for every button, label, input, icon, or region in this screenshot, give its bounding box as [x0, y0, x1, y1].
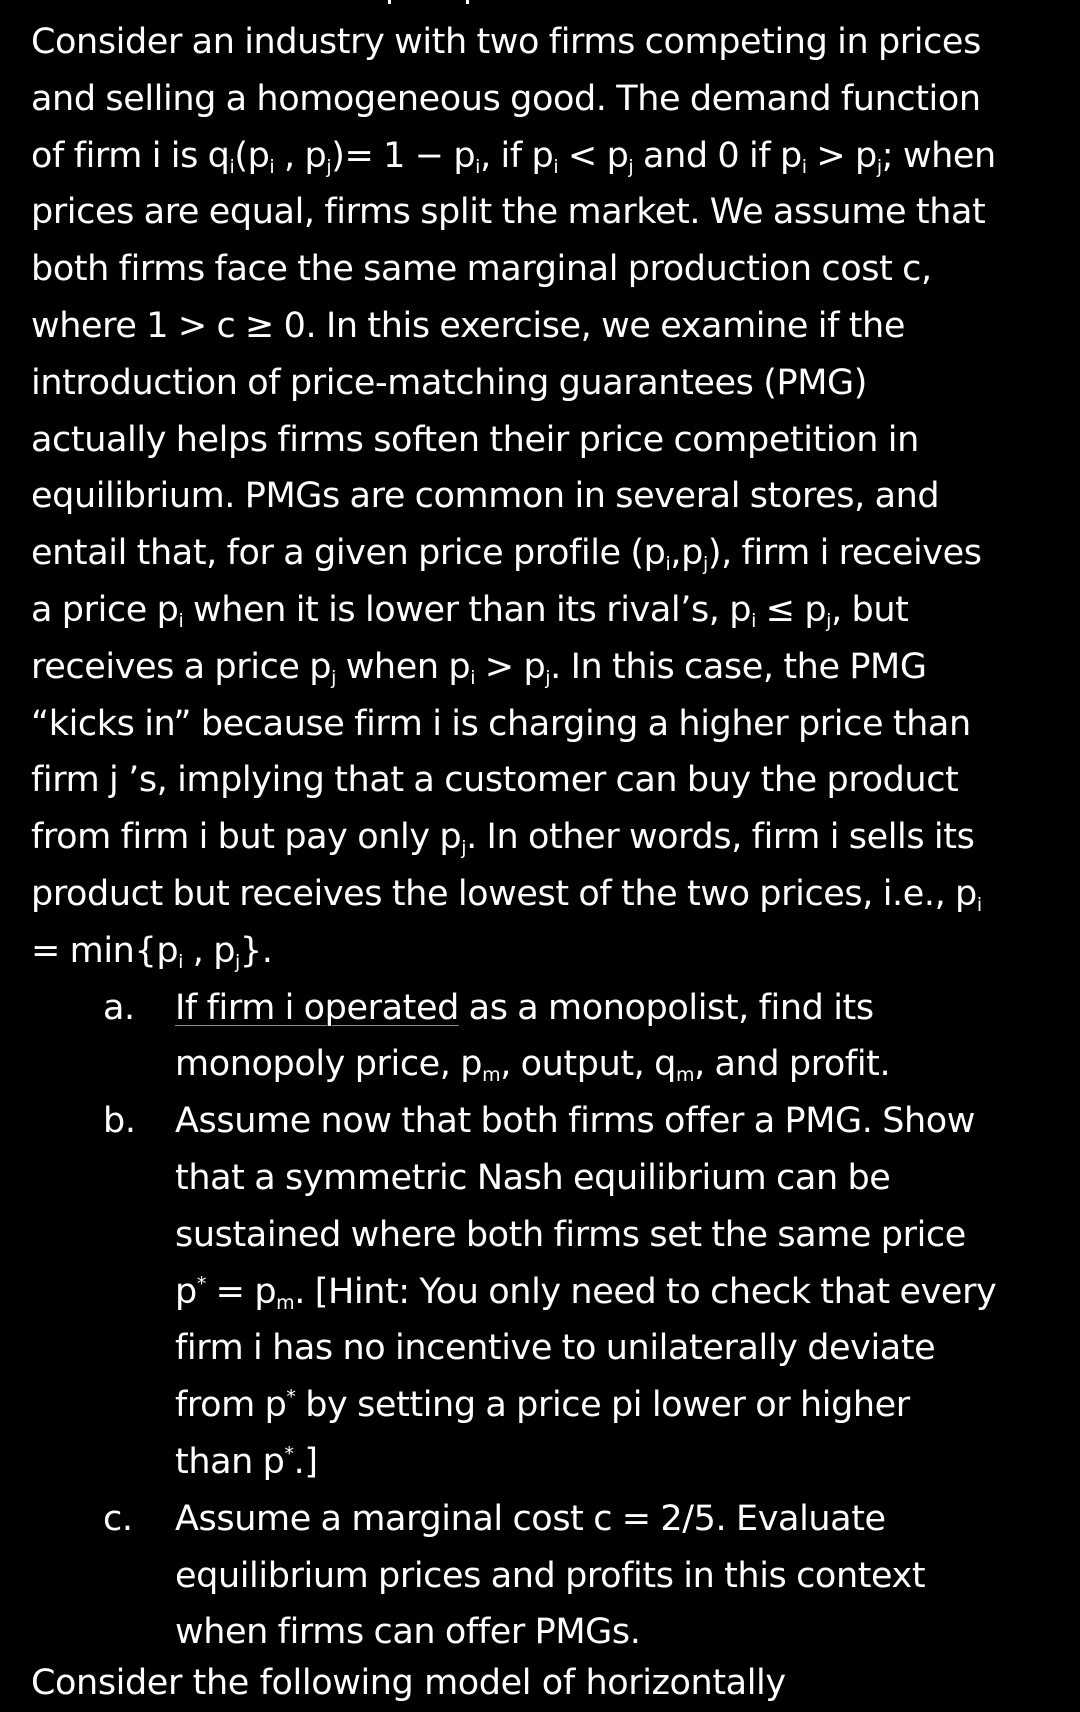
intro-line-7: introduction of price-matching guarantees (PMG) — [31, 362, 867, 403]
question-b-line-1: Assume now that both firms offer a PMG. Show — [175, 1101, 976, 1142]
question-a-line-1: If firm i operated as a monopolist, find its — [175, 987, 874, 1028]
question-c-line-3: when firms can offer PMGs. — [175, 1612, 641, 1653]
question-b-marker: b. — [103, 1101, 136, 1142]
intro-line-8: actually helps firms soften their price competition in — [31, 419, 919, 460]
question-a — [31, 980, 1071, 1094]
intro-line-4: prices are equal, firms split the market. We assume that — [31, 192, 986, 233]
intro-line-15: from firm i but pay only $p_j$. In other words, firm i sells its — [31, 817, 975, 860]
question-b-line-4: $p^* = p_m$. [Hint: You only need to check that every — [175, 1271, 997, 1314]
question-a-line-2: monopoly price, $p_m$, output, $q_m$, and profit. — [175, 1044, 891, 1087]
question-c-line-2: equilibrium prices and profits in this context — [175, 1555, 926, 1596]
question-b — [31, 1093, 1071, 1491]
intro-line-1: Consider an industry with two firms competing in prices — [31, 22, 981, 62]
exercise-document — [31, 14, 1071, 1661]
question-b-line-7: than p*.] — [175, 1441, 318, 1482]
cutoff-next-paragraph: Consider the following model of horizontally — [31, 1663, 786, 1703]
top-edge-mark-right — [466, 0, 469, 4]
intro-line-17: = $\min\{p_i$ , $p_j$}. — [31, 930, 273, 973]
intro-line-11: a price $p_i$ when it is lower than its rival’s, $p_i \le p_j$, but — [31, 589, 909, 632]
intro-line-6: where 1 > c ≥ 0. In this exercise, we examine if the — [31, 305, 905, 346]
top-edge-mark-left — [388, 0, 391, 4]
question-a-marker: a. — [103, 987, 135, 1028]
question-c-line-1: Assume a marginal cost c = 2/5. Evaluate — [175, 1498, 886, 1539]
question-b-line-3: sustained where both firms set the same price — [175, 1214, 966, 1255]
intro-line-2: and selling a homogeneous good. The demand function — [31, 78, 981, 119]
intro-line-3: of firm i is $q_i(p_i$ , $p_j)= 1 - p_i$, if $p_i < p_j$ and 0 if $p_i > p_j$; when — [31, 135, 996, 178]
intro-line-5: both firms face the same marginal production cost c, — [31, 249, 932, 290]
intro-line-9: equilibrium. PMGs are common in several stores, and — [31, 476, 940, 517]
intro-line-13: “kicks in” because firm i is charging a higher price than — [31, 703, 971, 744]
question-c — [31, 1491, 1071, 1661]
intro-line-12: receives a price $p_j$ when $p_i > p_j$. In this case, the PMG — [31, 646, 927, 689]
question-c-marker: c. — [103, 1498, 133, 1539]
question-b-line-5: firm i has no incentive to unilaterally deviate — [175, 1328, 936, 1369]
intro-line-16: product but receives the lowest of the two prices, i.e., $p_i$ — [31, 873, 982, 916]
intro-line-10: entail that, for a given price profile $(p_i,p_j)$, firm i receives — [31, 533, 982, 576]
question-b-line-6: from p* by setting a price pi lower or higher — [175, 1385, 910, 1426]
question-b-line-2: that a symmetric Nash equilibrium can be — [175, 1157, 891, 1198]
question-a-underlined-phrase: If firm i operated — [175, 987, 459, 1028]
intro-line-14: firm j ’s, implying that a customer can buy the product — [31, 760, 959, 801]
